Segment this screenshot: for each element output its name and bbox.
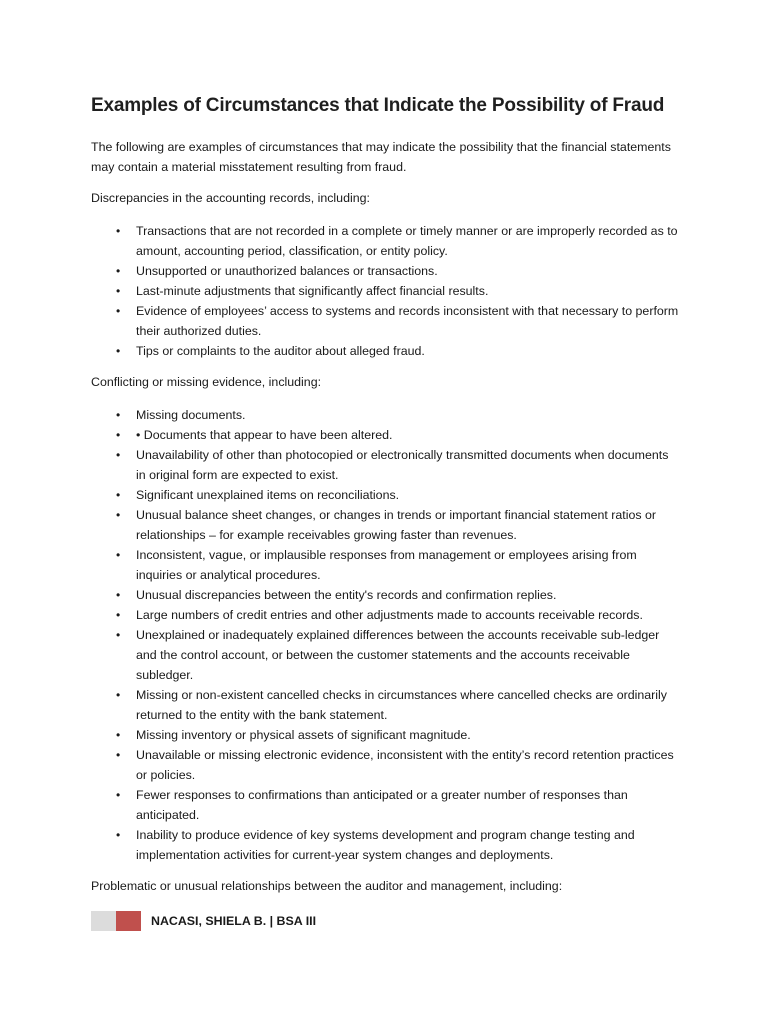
list-item: • Significant unexplained items on reconciliations. [91, 485, 681, 505]
list-item: • Missing inventory or physical assets of significant magnitude. [91, 725, 681, 745]
page-title: Examples of Circumstances that Indicate the Possibility of Fraud [91, 95, 665, 116]
bullet-icon: • [116, 408, 121, 422]
bullet-icon: • [116, 748, 121, 762]
list-item: • Unsupported or unauthorized balances or transactions. [91, 261, 681, 281]
bullet-icon: • [116, 608, 121, 622]
list-item: • Unusual discrepancies between the entity's records and confirmation replies. [91, 585, 681, 605]
footer-gray-block [91, 911, 116, 931]
list-item: • Fewer responses to confirmations than anticipated or a greater number of responses than anticipated. [91, 785, 681, 825]
section-heading-discrepancies: Discrepancies in the accounting records, including: [91, 191, 370, 205]
bullet-icon: • [116, 588, 121, 602]
list-item: • Missing documents. [91, 405, 681, 425]
bullet-icon: • [116, 688, 121, 702]
list-item: • Large numbers of credit entries and other adjustments made to accounts receivable records. [91, 605, 681, 625]
list-item: • Missing or non-existent cancelled checks in circumstances where cancelled checks are ordinarily returned to the entity with the bank statement. [91, 685, 681, 725]
intro-paragraph: The following are examples of circumstances that may indicate the possibility that the financial statements may contain a material misstatement resulting from fraud. [91, 140, 671, 174]
bullet-icon: • [116, 628, 121, 642]
bullet-icon: • [116, 788, 121, 802]
document-body [91, 95, 691, 909]
bullet-icon: • [116, 488, 121, 502]
page-footer [91, 911, 316, 931]
bullet-icon: • [116, 264, 121, 278]
list-item: • • Documents that appear to have been altered. [91, 425, 681, 445]
section-heading-evidence: Conflicting or missing evidence, including: [91, 375, 322, 389]
bullet-icon: • [116, 448, 121, 462]
list-item: • Inability to produce evidence of key systems development and program change testing and implementation activities for current-year system changes and deployments. [91, 825, 681, 865]
list-item: • Transactions that are not recorded in a complete or timely manner or are improperly recorded as to amount, accounting period, classification, or entity policy. [91, 221, 681, 261]
bullet-list-discrepancies [91, 221, 691, 361]
bullet-icon: • [116, 284, 121, 298]
bullet-icon: • [116, 728, 121, 742]
list-item: • Tips or complaints to the auditor about alleged fraud. [91, 341, 681, 361]
bullet-icon: • [116, 428, 121, 442]
list-item: • Evidence of employees’ access to systems and records inconsistent with that necessary to perform their authorized duties. [91, 301, 681, 341]
footer-author: NACASI, SHIELA B. | BSA III [151, 914, 317, 928]
list-item: • Unusual balance sheet changes, or changes in trends or important financial statement ratios or relationships – for example receivables growing faster than revenues. [91, 505, 681, 545]
list-item: • Unexplained or inadequately explained differences between the accounts receivable sub-ledger and the control account, or between the customer statements and the accounts receivable subledger. [91, 625, 681, 685]
bullet-icon: • [116, 508, 121, 522]
bullet-icon: • [116, 224, 121, 238]
bullet-icon: • [116, 548, 121, 562]
list-item: • Last-minute adjustments that significantly affect financial results. [91, 281, 681, 301]
bullet-icon: • [116, 828, 121, 842]
bullet-icon: • [116, 344, 121, 358]
footer-red-block [116, 911, 141, 931]
bullet-list-evidence [91, 405, 691, 865]
list-item: • Inconsistent, vague, or implausible responses from management or employees arising from inquiries or analytical procedures. [91, 545, 681, 585]
list-item: • Unavailability of other than photocopied or electronically transmitted documents when documents in original form are expected to exist. [91, 445, 681, 485]
bullet-icon: • [116, 304, 121, 318]
list-item: • Unavailable or missing electronic evidence, inconsistent with the entity’s record retention practices or policies. [91, 745, 681, 785]
section-heading-relationships: Problematic or unusual relationships between the auditor and management, including: [91, 879, 563, 893]
